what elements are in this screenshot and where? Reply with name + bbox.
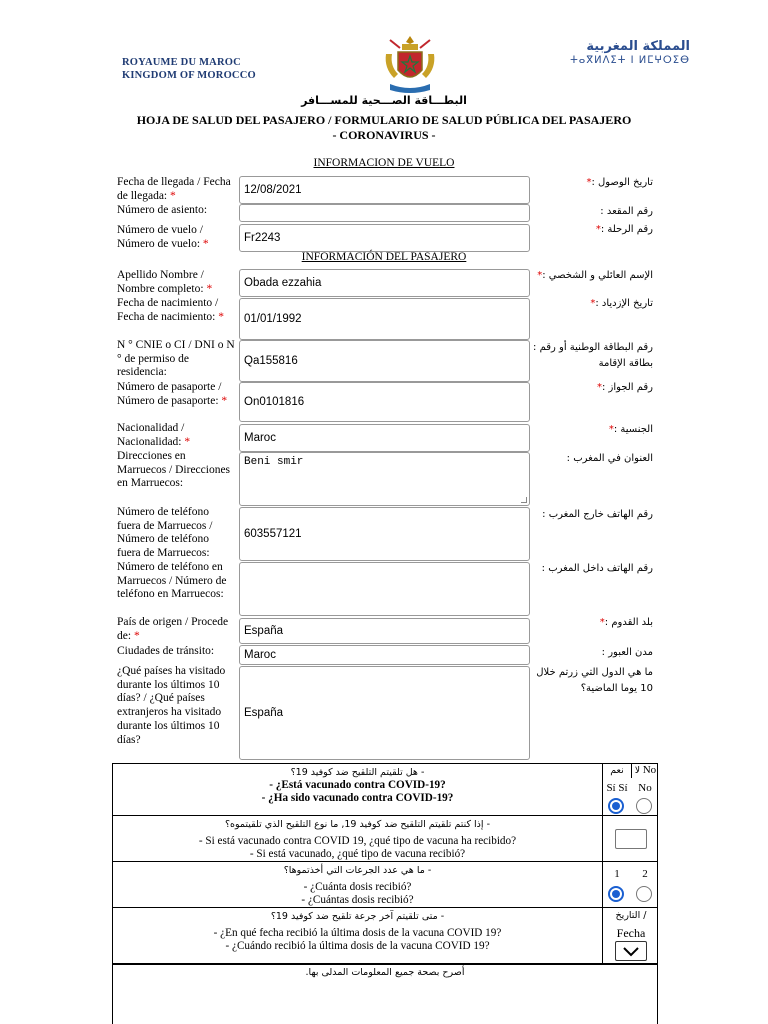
- question-vaccine-type: [113, 816, 657, 862]
- required-mark: *: [206, 282, 213, 295]
- nationality-label-ar: [543, 422, 653, 438]
- phone-abroad-value: 603557121: [244, 528, 302, 540]
- birth-date-value: 01/01/1992: [244, 313, 302, 325]
- question-vaccinated-es2: - ¿Ha sido vacunado contra COVID-19?: [261, 792, 454, 804]
- flight-number-label-ar-text: رقم الرحلة :: [600, 224, 653, 235]
- birth-date-label-ar: [543, 296, 653, 312]
- arrival-date-value: 12/08/2021: [244, 184, 302, 196]
- birth-date-field[interactable]: [239, 298, 530, 340]
- required-mark: *: [133, 629, 140, 642]
- required-mark: *: [537, 270, 543, 281]
- vaccine-type-input[interactable]: [615, 829, 647, 849]
- origin-country-label: [117, 616, 235, 643]
- declaration-box: [112, 964, 658, 1024]
- kingdom-header-latin: [122, 56, 256, 82]
- transit-cities-label-ar: مدن العبور :: [601, 647, 653, 658]
- date-label: Fecha: [616, 926, 646, 940]
- transit-cities-field[interactable]: [239, 645, 530, 665]
- question-last-dose-es1: - ¿En qué fecha recibió la última dosis de la vacuna COVID 19?: [213, 927, 502, 939]
- id-number-label: N ° CNIE o CI / DNI o N ° de permiso de residencia:: [117, 339, 235, 379]
- question-doses: [113, 862, 657, 908]
- id-number-field[interactable]: [239, 340, 530, 382]
- date-label-ar: التاريخ /: [615, 910, 647, 921]
- origin-country-label-ar-text: بلد القدوم :: [604, 617, 653, 628]
- flight-number-label-ar: [543, 222, 653, 238]
- required-mark: *: [218, 310, 224, 323]
- section-passenger-info: INFORMACIÓN DEL PASAJERO: [301, 251, 467, 263]
- question-last-dose-es2: - ¿Cuándo recibió la última dosis de la vacuna COVID 19?: [225, 940, 490, 952]
- question-doses-text: [113, 862, 603, 907]
- flight-number-value: Fr2243: [244, 232, 281, 244]
- header-arabic: المملكة المغربية: [586, 39, 690, 54]
- full-name-value: Obada ezzahia: [244, 277, 322, 289]
- arrival-date-label: [117, 176, 235, 203]
- section-flight-info: INFORMACION DE VUELO: [313, 157, 455, 169]
- kingdom-header-arabic: [560, 40, 690, 68]
- form-subtitle-arabic: البطـــاقة الصـــحية للمســـافر: [301, 94, 467, 107]
- birth-date-label-ar-text: تاريخ الإزدياد :: [595, 298, 653, 309]
- passport-number-label-ar: [543, 380, 653, 396]
- question-vaccinated-text: [113, 764, 603, 815]
- visited-countries-value: España: [244, 707, 284, 719]
- visited-countries-label: ¿Qué países ha visitado durante los últimos 10 días? / ¿Qué países extranjeros ha visitado durante los últimos 10 días?: [117, 665, 226, 746]
- phone-abroad-label: Número de teléfono fuera de Marruecos / Número de teléfono fuera de Marruecos:: [117, 506, 213, 560]
- phone-morocco-field[interactable]: [239, 562, 530, 616]
- coat-of-arms-icon: [380, 34, 440, 98]
- vaccinated-options: [603, 764, 659, 815]
- full-name-label-ar: [523, 268, 653, 284]
- phone-morocco-label: Número de teléfono en Marruecos / Número de teléfono en Marruecos:: [117, 561, 227, 601]
- required-mark: *: [595, 224, 601, 235]
- flight-number-field[interactable]: [239, 224, 530, 252]
- header-en: KINGDOM OF MOROCCO: [122, 70, 256, 81]
- passport-number-label-text: Número de pasaporte / Número de pasaporte:: [117, 381, 222, 407]
- nationality-label-text: Nacionalidad / Nacionalidad:: [117, 422, 185, 448]
- required-mark: *: [608, 424, 614, 435]
- flight-number-label-text: Número de vuelo / Número de vuelo:: [117, 224, 203, 250]
- form-title-main: HOJA DE SALUD DEL PASAJERO / FORMULARIO DE SALUD PÚBLICA DEL PASAJERO: [136, 113, 632, 127]
- full-name-label-ar-text: الإسم العائلي و الشخصي :: [542, 270, 653, 281]
- origin-country-field[interactable]: [239, 618, 530, 644]
- origin-country-label-text: País de origen / Procede de:: [117, 616, 229, 642]
- transit-cities-value: Maroc: [244, 649, 276, 661]
- question-last-dose-date: [113, 908, 657, 964]
- last-dose-date-options: [603, 908, 659, 964]
- required-mark: *: [221, 394, 228, 407]
- question-doses-ar: - ما هي عدد الجرعات التي أخذتموها؟: [283, 865, 432, 876]
- dose-2-radio[interactable]: [636, 886, 652, 902]
- required-mark: *: [202, 237, 209, 250]
- full-name-label: [117, 269, 235, 296]
- nationality-label-ar-text: الجنسية :: [613, 424, 653, 435]
- flight-number-label: [117, 224, 235, 251]
- address-value: Beni smir: [244, 456, 304, 468]
- question-vaccine-type-es1: - Si está vacunado contra COVID 19, ¿qué tipo de vacuna ha recibido?: [198, 835, 517, 847]
- visited-countries-label-ar: ما هي الدول التي زرتم خلال 10 يوما الماضية؟: [536, 667, 653, 694]
- address-label: Direcciones en Marruecos / Direcciones en Marruecos:: [117, 450, 231, 490]
- passport-number-label: [117, 381, 235, 408]
- nationality-value: Maroc: [244, 432, 276, 444]
- origin-country-value: España: [244, 625, 284, 637]
- phone-morocco-label-ar: رقم الهاتف داخل المغرب :: [541, 563, 653, 574]
- question-vaccine-type-es2: - Si está vacunado, ¿qué tipo de vacuna recibió?: [249, 848, 466, 860]
- no-label-top: [631, 764, 659, 778]
- phone-abroad-label-ar: رقم الهاتف خارج المغرب :: [542, 509, 653, 520]
- question-vaccinated: [113, 764, 657, 816]
- required-mark: *: [599, 617, 605, 628]
- declaration-text-ar: أصرح بصحة جميع المعلومات المدلى بها.: [305, 967, 465, 978]
- address-label-ar: العنوان في المغرب :: [566, 453, 653, 464]
- transit-cities-label: Ciudades de tránsito:: [117, 645, 215, 657]
- required-mark: *: [596, 382, 602, 393]
- yes-label-ar: نعم: [610, 765, 624, 776]
- nationality-field[interactable]: [239, 424, 530, 452]
- origin-country-label-ar: [543, 615, 653, 631]
- passport-number-field[interactable]: [239, 382, 530, 422]
- no-label-ar: لا: [634, 766, 640, 776]
- birth-date-label: [117, 297, 235, 324]
- phone-abroad-field[interactable]: [239, 507, 530, 561]
- required-mark: *: [586, 177, 592, 188]
- vaccinated-no-radio[interactable]: [636, 798, 652, 814]
- arrival-date-label-text: Fecha de llegada / Fecha de llegada:: [117, 176, 231, 202]
- header-tifinagh: ⵜⴰⴳⵍⴷⵉⵜ ⵏ ⵍⵎⵖⵔⵉⴱ: [570, 55, 690, 66]
- question-doses-es1: - ¿Cuánta dosis recibió?: [303, 881, 412, 893]
- question-vaccine-type-text: [113, 816, 603, 861]
- required-mark: *: [590, 298, 596, 309]
- seat-number-label-ar: رقم المقعد :: [600, 206, 653, 217]
- question-vaccinated-es1: - ¿Está vacunado contra COVID-19?: [269, 779, 446, 791]
- arrival-date-field[interactable]: [239, 176, 530, 204]
- yes-label: Sí Sí: [606, 782, 628, 794]
- passport-number-value: On0101816: [244, 396, 305, 408]
- dose-1-label: 1: [614, 868, 620, 880]
- question-last-dose-ar: - متى تلقيتم آخر جرعة تلقيح ضد كوفيد 19؟: [270, 911, 445, 922]
- required-mark: *: [170, 189, 176, 202]
- arrival-date-label-ar-text: تاريخ الوصول :: [591, 177, 653, 188]
- birth-date-label-text: Fecha de nacimiento / Fecha de nacimiento:: [117, 297, 219, 323]
- full-name-label-text: Apellido Nombre / Nombre completo:: [117, 269, 204, 295]
- id-number-value: Qa155816: [244, 355, 298, 367]
- header-fr: ROYAUME DU MAROC: [122, 57, 241, 68]
- full-name-field[interactable]: [239, 269, 530, 297]
- date-dropdown[interactable]: [615, 941, 647, 961]
- passport-number-label-ar-text: رقم الجواز :: [601, 382, 653, 393]
- doses-options: [603, 862, 659, 907]
- form-title: [0, 113, 768, 143]
- vaccine-type-options: [603, 816, 659, 861]
- seat-number-field[interactable]: [239, 204, 530, 222]
- no-label-top-text: No: [642, 764, 657, 776]
- form-title-sub: - CORONAVIRUS -: [332, 128, 436, 142]
- question-doses-es2: - ¿Cuántas dosis recibió?: [301, 894, 414, 906]
- address-textarea[interactable]: [239, 452, 530, 506]
- question-vaccinated-ar: - هل تلقيتم التلقيح ضد كوفيد 19؟: [290, 767, 425, 778]
- resize-grip-icon[interactable]: [521, 497, 527, 503]
- seat-number-label: Número de asiento:: [117, 204, 208, 216]
- vaccination-questions-table: [112, 763, 658, 964]
- chevron-down-icon: [616, 942, 646, 960]
- nationality-label: [117, 422, 235, 449]
- required-mark: *: [184, 435, 191, 448]
- no-label: No: [638, 782, 652, 794]
- visited-countries-field[interactable]: [239, 666, 530, 760]
- question-vaccine-type-ar: - إذا كنتم تلقيتم التلقيح ضد كوفيد 19, ما نوع التلقيح الذي تلقيتموه؟: [224, 819, 491, 830]
- vaccinated-yes-radio[interactable]: [608, 798, 624, 814]
- arrival-date-label-ar: [543, 175, 653, 191]
- id-number-label-ar: رقم البطاقة الوطنية أو رقم : بطاقة الإقامة: [533, 342, 653, 369]
- question-last-dose-text: [113, 908, 603, 964]
- dose-2-label: 2: [642, 868, 648, 880]
- dose-1-radio[interactable]: [608, 886, 624, 902]
